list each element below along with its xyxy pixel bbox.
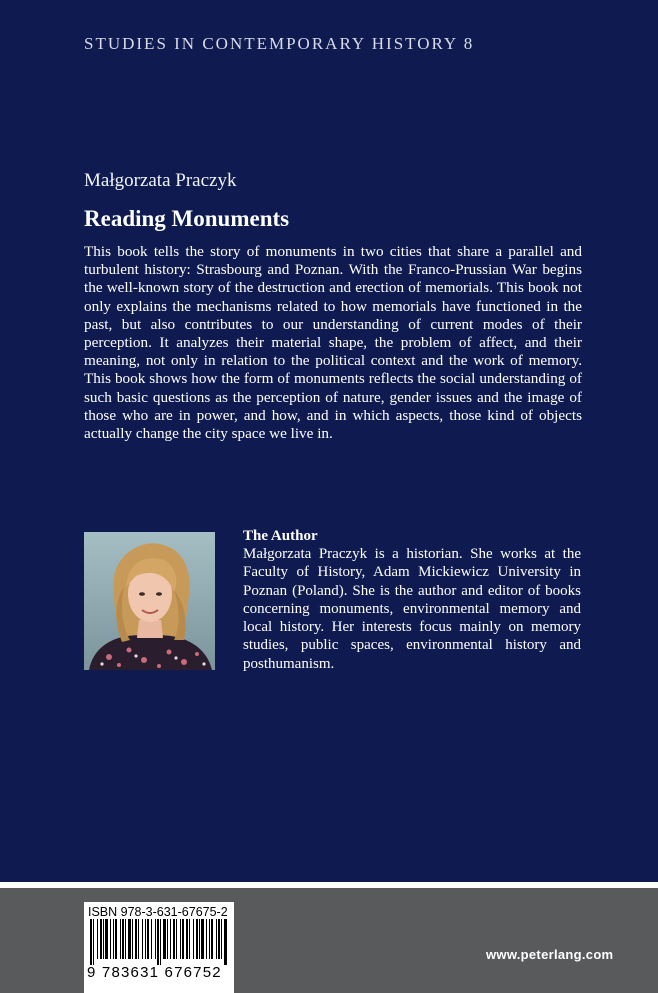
barcode-panel [84,902,234,993]
about-author-heading: The Author [243,528,318,544]
author-name: Małgorzata Praczyk [84,170,237,191]
book-blurb: This book tells the story of monuments in two cities that share a parallel and turbulent history: Strasbourg and Poznan. With the Franco-Prussian War begins the well-known story of the destruction and erection of memorials. This book not only explains the mechanisms related to how memorials have functioned in the past, but also contributes to our understanding of current modes of their perception. It analyzes their material shape, the problem of affect, and their meaning, not only in relation to the political context and the work of memory. This book shows how the form of monuments reflects the social understanding of such basic questions as the perception of nature, gender issues and the image of those who are in power, and how, and in which aspects, those kind of objects actually change the city space we live in. [84,243,582,443]
book-title: Reading Monuments [84,206,290,231]
barcode-digits: 9 783631 676752 [87,964,222,981]
author-photo [84,532,215,670]
about-author-text: Małgorzata Praczyk is a historian. She works at the Faculty of History, Adam Mickiewicz University in Poznan (Poland). She is the author and editor of books concerning monuments, environmental memory and local history. Her interests focus mainly on memory studies, public spaces, environmental history and posthumanism. [243,546,581,672]
publisher-url: www.peterlang.com [486,947,614,962]
series-title: STUDIES IN CONTEMPORARY HISTORY 8 [84,34,475,53]
barcode-image [90,919,230,965]
author-portrait-image [84,532,215,670]
isbn-label: ISBN 978-3-631-67675-2 [88,905,228,919]
